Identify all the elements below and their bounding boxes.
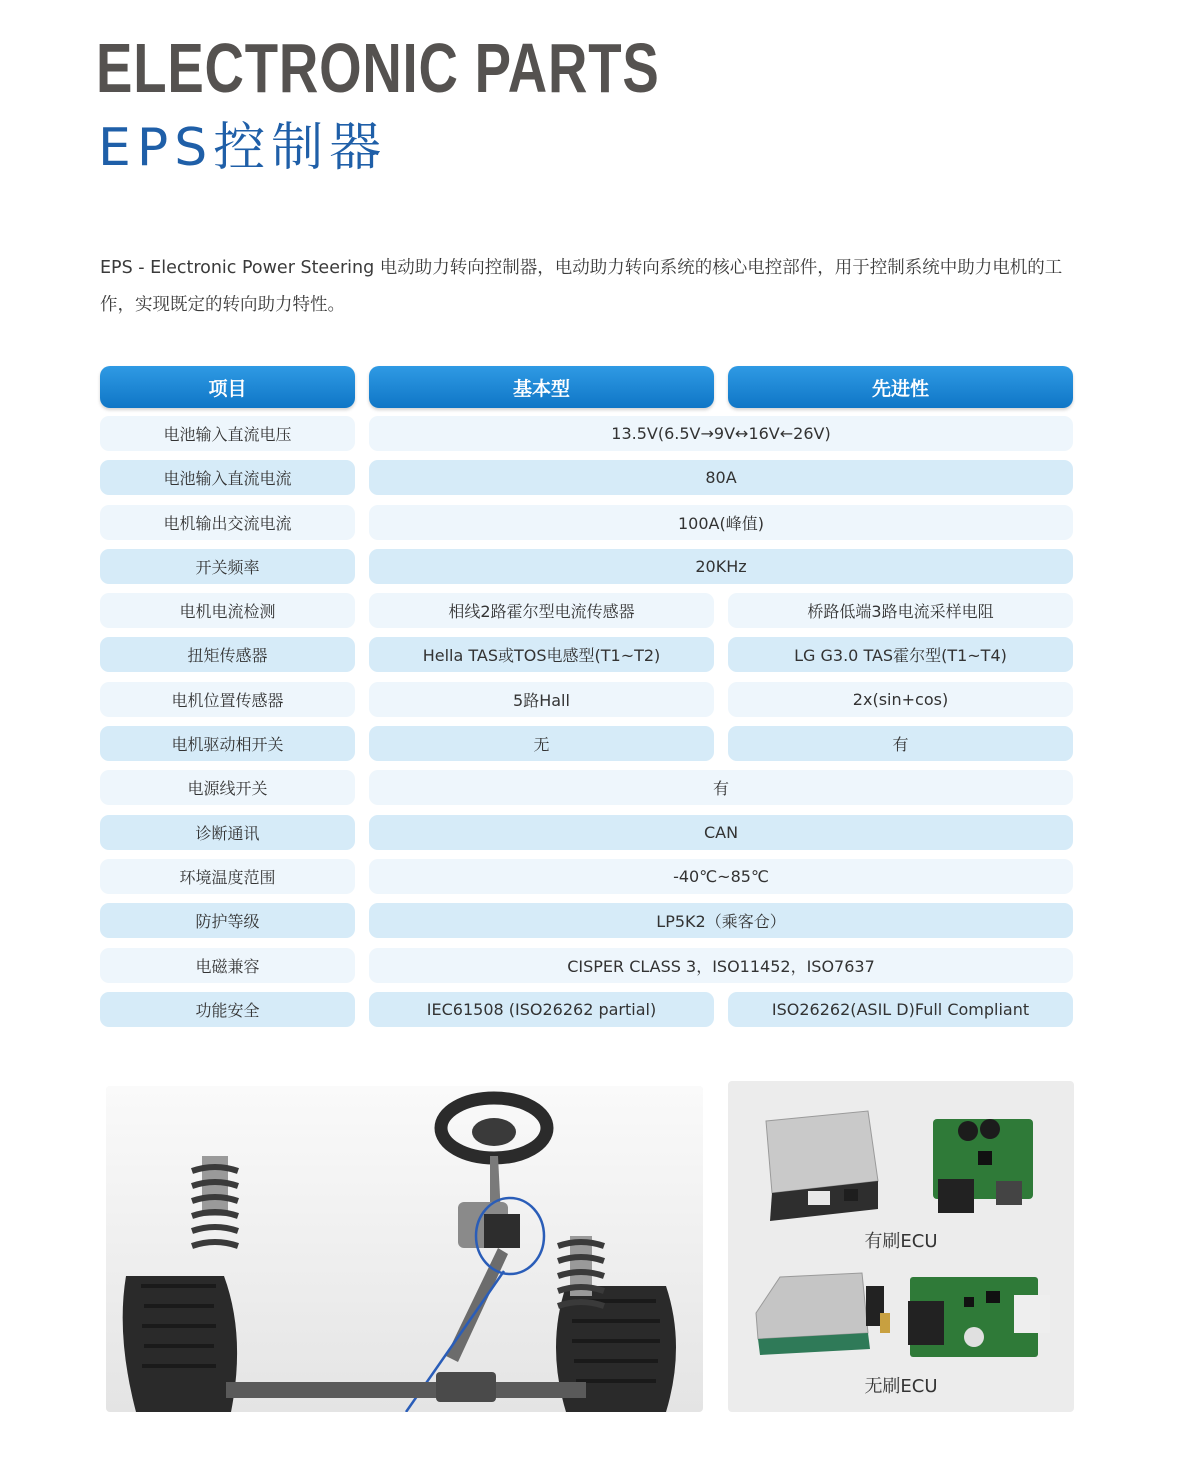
- table-row: [100, 815, 1074, 859]
- table-row: [100, 637, 1074, 681]
- row-label: 防护等级: [100, 903, 355, 938]
- row-label: 开关频率: [100, 549, 355, 584]
- table-row: [100, 948, 1074, 992]
- header-basic: 基本型: [369, 366, 714, 408]
- table-row: [100, 682, 1074, 726]
- row-advanced-value: 有: [728, 726, 1073, 761]
- row-label: 电机位置传感器: [100, 682, 355, 717]
- row-value: 100A(峰值): [369, 505, 1073, 540]
- table-row: [100, 992, 1074, 1036]
- row-value: CISPER CLASS 3，ISO11452，ISO7637: [369, 948, 1073, 983]
- intro-paragraph: EPS - Electronic Power Steering 电动助力转向控制器，电动助力转向系统的核心电控部件，用于控制系统中助力电机的工作，实现既定的转向助力特性。: [100, 258, 1063, 315]
- ecu-panel: [728, 1081, 1074, 1412]
- row-value: 20KHz: [369, 549, 1073, 584]
- row-basic-value: 相线2路霍尔型电流传感器: [369, 593, 714, 628]
- brushless-ecu-label: 无刷ECU: [864, 1376, 938, 1397]
- row-basic-value: Hella TAS或TOS电感型(T1~T2): [369, 637, 714, 672]
- table-row: [100, 549, 1074, 593]
- row-value: 13.5V(6.5V→9V↔16V←26V): [369, 416, 1073, 451]
- row-label: 电池输入直流电压: [100, 416, 355, 451]
- page-title-cn: EPS控制器: [98, 118, 388, 178]
- page-title-en: ELECTRONIC PARTS: [96, 29, 660, 107]
- brushed-ecu-label: 有刷ECU: [864, 1231, 938, 1252]
- row-value: -40℃~85℃: [369, 859, 1073, 894]
- brushless-ecu-board-image: [908, 1277, 1050, 1357]
- row-label: 电机电流检测: [100, 593, 355, 628]
- table-row: [100, 770, 1074, 814]
- row-label: 电池输入直流电流: [100, 460, 355, 495]
- table-row: [100, 505, 1074, 549]
- table-row: [100, 859, 1074, 903]
- brushed-ecu-housing-image: [766, 1111, 878, 1221]
- row-label: 功能安全: [100, 992, 355, 1027]
- table-row: [100, 726, 1074, 770]
- row-value: LP5K2（乘客仓）: [369, 903, 1073, 938]
- brushed-ecu-board-image: [933, 1119, 1033, 1213]
- steering-system-photo: [106, 1086, 703, 1412]
- row-value: 有: [369, 770, 1073, 805]
- table-row: [100, 593, 1074, 637]
- brushless-ecu-housing-image: [756, 1273, 890, 1355]
- row-label: 电源线开关: [100, 770, 355, 805]
- spec-table: [100, 366, 1074, 1036]
- table-header-row: [100, 366, 1074, 416]
- row-value: 80A: [369, 460, 1073, 495]
- row-advanced-value: 桥路低端3路电流采样电阻: [728, 593, 1073, 628]
- table-row: [100, 416, 1074, 460]
- row-label: 电机输出交流电流: [100, 505, 355, 540]
- row-label: 扭矩传感器: [100, 637, 355, 672]
- row-label: 电磁兼容: [100, 948, 355, 983]
- table-row: [100, 903, 1074, 947]
- row-basic-value: IEC61508 (ISO26262 partial): [369, 992, 714, 1027]
- header-item: 项目: [100, 366, 355, 408]
- header-advanced: 先进性: [728, 366, 1073, 408]
- row-label: 电机驱动相开关: [100, 726, 355, 761]
- table-row: [100, 460, 1074, 504]
- row-advanced-value: 2x(sin+cos): [728, 682, 1073, 717]
- row-label: 环境温度范围: [100, 859, 355, 894]
- row-advanced-value: ISO26262(ASIL D)Full Compliant: [728, 992, 1073, 1027]
- row-basic-value: 5路Hall: [369, 682, 714, 717]
- row-label: 诊断通讯: [100, 815, 355, 850]
- row-advanced-value: LG G3.0 TAS霍尔型(T1~T4): [728, 637, 1073, 672]
- row-value: CAN: [369, 815, 1073, 850]
- row-basic-value: 无: [369, 726, 714, 761]
- steering-system-illustration: [106, 1086, 703, 1412]
